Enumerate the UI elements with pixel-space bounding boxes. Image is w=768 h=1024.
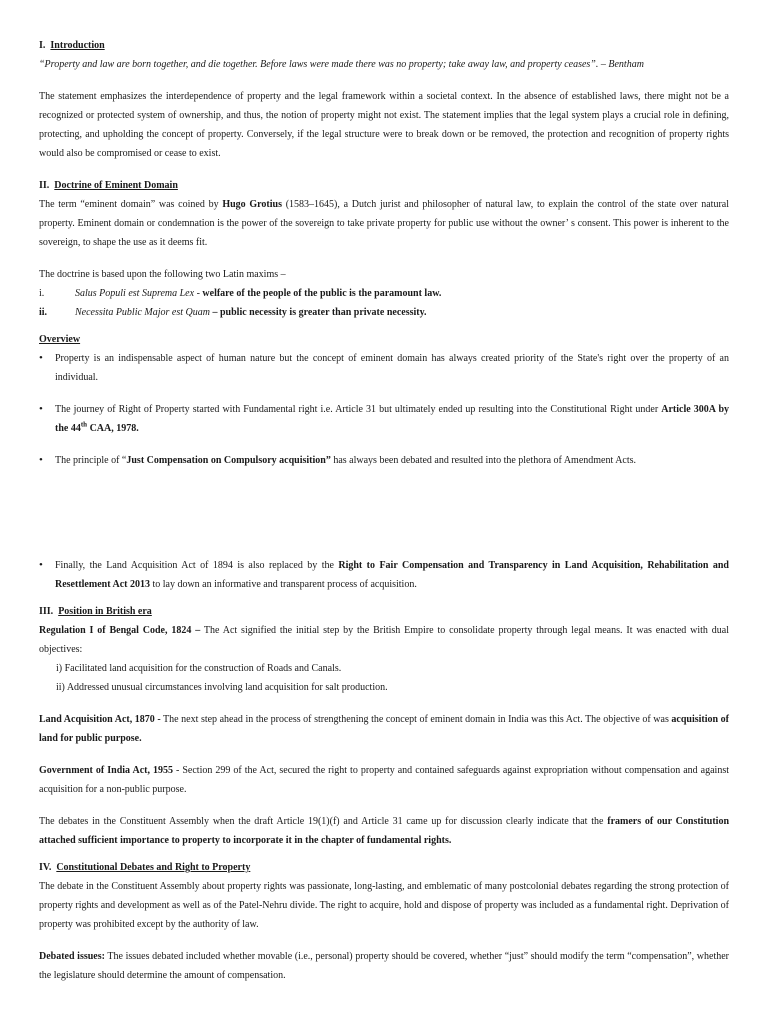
maxim-number: ii. xyxy=(39,307,48,318)
constitutional-debate-paragraph: The debate in the Constituent Assembly about property rights was passionate, long-lasting, and emblematic of many postcolonial debates regarding the strong protection of property rights and development as well as of the Patel-Nehru divide. The right to acquire, hold and dispose of property was included as a fundamental right. Deprivation of property was prohibited except by the authority of law. xyxy=(39,881,729,930)
maxim-number: i. xyxy=(39,288,45,299)
constituent-debates-paragraph xyxy=(39,812,729,850)
maxim-meaning: welfare of the people of the public is the paramount law. xyxy=(202,288,442,299)
overview-heading xyxy=(39,330,729,349)
bullet-text-part: The journey of Right of Property started with Fundamental right i.e. Article 31 but ultimately ended up resulting into the Constitutional Right under xyxy=(55,404,662,415)
maxim-item xyxy=(39,284,729,303)
quote-author: – Bentham xyxy=(598,59,644,70)
section-2-number: II. xyxy=(39,180,50,191)
paragraph-text: The term “eminent domain” was coined by xyxy=(39,199,223,210)
bullet-item xyxy=(39,349,729,387)
bullet-text-part: to lay down an informative and transparent process of acquisition. xyxy=(149,579,417,590)
objective-item: i) Facilitated land acquisition for the construction of Roads and Canals. xyxy=(56,663,342,674)
debated-issues-paragraph xyxy=(39,947,729,985)
public-purpose: acquisition of land for public purpose. xyxy=(39,714,729,744)
maxim-latin: Salus Populi est Suprema Lex xyxy=(75,288,195,299)
land-acquisition-1870-paragraph xyxy=(39,710,729,748)
section-3-heading xyxy=(39,602,729,621)
section-1-heading xyxy=(39,36,729,55)
paragraph-text: The next step ahead in the process of strengthening the concept of eminent domain in India was this Act. The objective of was xyxy=(160,714,672,725)
section-2-heading xyxy=(39,176,729,195)
maxim-separator: - xyxy=(194,288,203,299)
paragraph-text: (1583–1645), a Dutch jurist and philosopher of natural law, to explain the control of the state over natural property. Eminent domain or condemnation is the power of the sovereign to take private property for public use without the owner’ s consent. This power is inherent to the sovereign, to shape the use as it deems fit. xyxy=(39,199,729,248)
bullet-icon: • xyxy=(39,454,43,466)
act-title: Land Acquisition Act, 1870 - xyxy=(39,714,161,725)
maxim-item xyxy=(39,303,729,322)
act-title: Government of India Act, 1955 xyxy=(39,765,173,776)
bullet-text xyxy=(55,400,729,438)
maxim-latin: Necessita Public Major est Quam xyxy=(75,307,210,318)
section-1-number: I. xyxy=(39,40,46,51)
goi-act-paragraph xyxy=(39,761,729,799)
bullet-item xyxy=(39,400,729,438)
rfctlarr-act: Right to Fair Compensation and Transparency in Land Acquisition, Rehabilitation and Resettlement Act 2013 xyxy=(55,560,729,590)
maxim-meaning: public necessity is greater than private necessity. xyxy=(219,307,427,318)
bengal-regulation-paragraph xyxy=(39,621,729,659)
bentham-quote xyxy=(39,55,729,74)
superscript: th xyxy=(80,420,88,429)
maxim-separator: – xyxy=(209,307,220,318)
section-4-title: Constitutional Debates and Right to Property xyxy=(56,862,251,873)
bullet-text: Property is an indispensable aspect of human nature but the concept of eminent domain has always created priority of the State's right over the property of an individual. xyxy=(55,353,729,383)
bullet-item xyxy=(39,451,729,470)
paragraph-text: The Act signified the initial step by the British Empire to consolidate property through legal means. It was enacted with dual objectives: xyxy=(39,625,729,655)
issues-title: Debated issues: xyxy=(39,951,105,962)
bullet-item xyxy=(39,556,729,594)
grotius-name: Hugo Grotius xyxy=(222,199,282,210)
just-compensation: Just Compensation on Compulsory acquisition” xyxy=(126,455,331,466)
section-1-title: Introduction xyxy=(50,40,105,51)
framers-statement: framers of our Constitution attached sufficient importance to property to incorporate it in the chapter of fundamental rights. xyxy=(39,816,730,846)
bullet-icon: • xyxy=(39,352,43,364)
section-2-title: Doctrine of Eminent Domain xyxy=(54,180,178,191)
bullet-text-part: has always been debated and resulted into the plethora of Amendment Acts. xyxy=(330,455,637,466)
article-300a: Article 300A by the 44 xyxy=(55,404,730,434)
bullet-text-part: The principle of “ xyxy=(55,455,127,466)
bullet-text xyxy=(55,451,729,470)
bullet-icon: • xyxy=(39,403,43,415)
objective-item: ii) Addressed unusual circumstances involving land acquisition for salt production. xyxy=(56,682,388,693)
section-3-title: Position in British era xyxy=(58,606,152,617)
eminent-domain-paragraph xyxy=(39,195,729,252)
paragraph-text: The debates in the Constituent Assembly when the draft Article 19(1)(f) and Article 31 came up for discussion clearly indicate that the xyxy=(39,816,608,827)
maxims-intro: The doctrine is based upon the following two Latin maxims – xyxy=(39,269,286,280)
paragraph-text: - Section 299 of the Act, secured the right to property and contained safeguards against expropriation without compensation and against acquisition for a non-public purpose. xyxy=(39,765,729,795)
overview-title: Overview xyxy=(39,334,81,345)
section-4-number: IV. xyxy=(39,862,52,873)
bullet-text xyxy=(55,556,729,594)
regulation-title: Regulation I of Bengal Code, 1824 – xyxy=(39,625,201,636)
caa-year: CAA, 1978. xyxy=(87,423,139,434)
bullet-text-part: Finally, the Land Acquisition Act of 1894 is also replaced by the xyxy=(55,560,339,571)
section-3-number: III. xyxy=(39,606,54,617)
section-4-heading xyxy=(39,858,729,877)
quote-text: “Property and law are born together, and die together. Before laws were made there was no property; take away law, and property ceases”. xyxy=(39,59,599,70)
intro-paragraph: The statement emphasizes the interdependence of property and the legal framework within a societal context. In the absence of established laws, there might not be a recognized or protected system of ownership, and thus, the notion of property might not exist. The statement implies that the legal system plays a crucial role in defining, protecting, and upholding the concept of property. Conversely, if the legal structure were to break down or be removed, the protection and recognition of property rights would also be compromised or cease to exist. xyxy=(39,91,729,159)
paragraph-text: The issues debated included whether movable (i.e., personal) property should be covered, whether “just” should modify the term “compensation”, whether the legislature should determine the amount of compensation. xyxy=(39,951,729,981)
bullet-icon: • xyxy=(39,559,43,571)
